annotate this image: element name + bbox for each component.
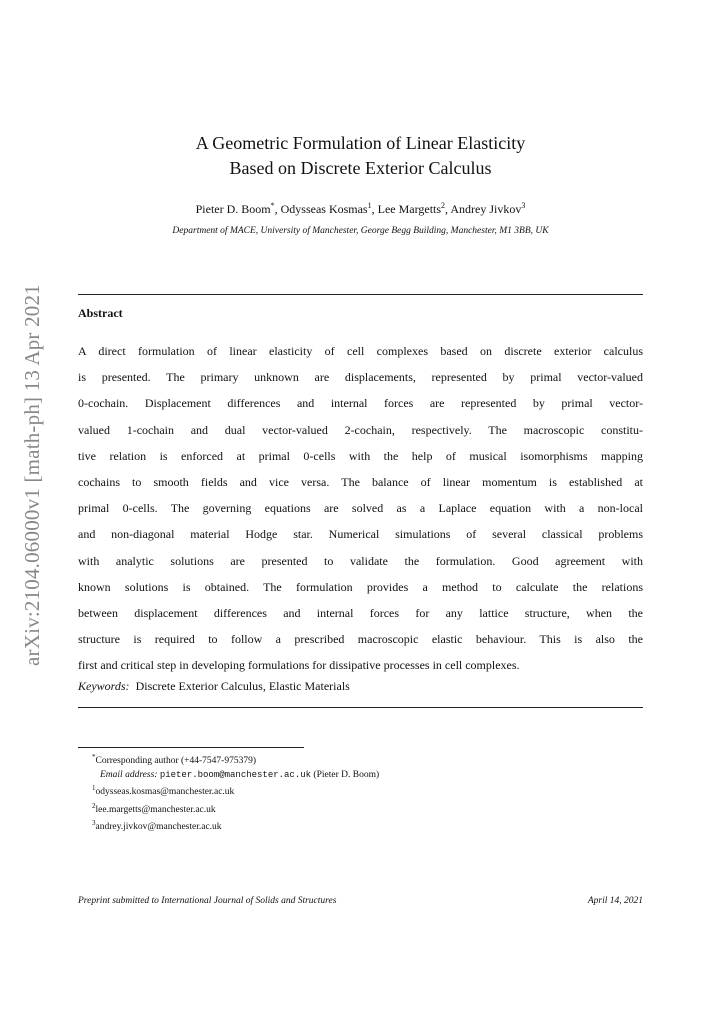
abstract-line: between displacement differences and internal forces for any lattice structure, when the bbox=[78, 605, 643, 620]
abstract-line: 0-cochain. Displacement differences and internal forces are represented by primal vector- bbox=[78, 396, 643, 411]
footnote-corresponding bbox=[92, 751, 379, 769]
keywords-label: Keywords: bbox=[78, 679, 130, 693]
title-line-2: Based on Discrete Exterior Calculus bbox=[229, 158, 492, 178]
abstract-line: first and critical step in developing formulations for dissipative processes in cell complexes. bbox=[78, 658, 520, 673]
abstract-heading: Abstract bbox=[78, 306, 123, 320]
abstract-bottom-rule bbox=[78, 707, 643, 708]
footnote-email-margetts[interactable]: lee.margetts@manchester.ac.uk bbox=[95, 804, 216, 815]
footnote-email bbox=[92, 769, 379, 783]
abstract-line: is presented. The primary unknown are displacements, represented by primal vector-valued bbox=[78, 370, 643, 385]
footnote-mark: 3 bbox=[92, 819, 96, 828]
abstract-top-rule bbox=[78, 294, 643, 295]
abstract-line: with analytic solutions are presented to validate the formulation. Good agreement with bbox=[78, 553, 643, 568]
affiliation: Department of MACE, University of Manchester, George Begg Building, Manchester, M1 3BB, UK bbox=[172, 226, 549, 236]
author-list bbox=[0, 201, 721, 217]
footnote-1 bbox=[92, 782, 379, 800]
abstract-body bbox=[78, 338, 643, 678]
footnote-2 bbox=[92, 800, 379, 818]
author-mark-corresponding: * bbox=[270, 201, 275, 210]
preprint-date: April 14, 2021 bbox=[587, 896, 643, 906]
author-separator: , bbox=[371, 202, 378, 216]
email-label: Email address: bbox=[100, 769, 158, 780]
arxiv-identifier-stamp: arXiv:2104.06000v1 [math-ph] 13 Apr 2021 bbox=[20, 284, 44, 666]
paper-title bbox=[0, 131, 721, 181]
author-mark-3: 3 bbox=[521, 201, 526, 210]
footnote-email-kosmas[interactable]: odysseas.kosmas@manchester.ac.uk bbox=[95, 787, 235, 798]
abstract-line: tive relation is enforced at primal 0-cells with the help of musical isomorphisms mapping bbox=[78, 448, 643, 463]
email-link[interactable]: pieter.boom@manchester.ac.uk bbox=[159, 769, 312, 780]
email-owner: (Pieter D. Boom) bbox=[313, 769, 380, 780]
footnote-3 bbox=[92, 817, 379, 835]
abstract-line: known solutions is obtained. The formulation provides a method to calculate the relations bbox=[78, 579, 643, 594]
footnote-email-jivkov[interactable]: andrey.jivkov@manchester.ac.uk bbox=[95, 822, 222, 833]
footnote-rule bbox=[78, 747, 304, 748]
author-boom: Pieter D. Boom bbox=[195, 202, 271, 216]
author-mark-1: 1 bbox=[367, 201, 372, 210]
author-mark-2: 2 bbox=[441, 201, 446, 210]
abstract-line: structure is required to follow a prescribed macroscopic elastic behaviour. This is also the bbox=[78, 632, 643, 647]
footnote-text: Corresponding author (+44-7547-975379) bbox=[95, 756, 256, 767]
keywords-text: Discrete Exterior Calculus, Elastic Materials bbox=[135, 679, 350, 693]
preprint-note: Preprint submitted to International Journal of Solids and Structures bbox=[78, 896, 337, 906]
author-kosmas: Odysseas Kosmas bbox=[280, 202, 368, 216]
footnotes bbox=[92, 751, 379, 835]
abstract-line: and non-diagonal material Hodge star. Numerical simulations of several classical problems bbox=[78, 527, 643, 542]
author-separator: , bbox=[445, 202, 451, 216]
title-line-1: A Geometric Formulation of Linear Elasticity bbox=[195, 133, 526, 153]
abstract-line: primal 0-cells. The governing equations are solved as a Laplace equation with a non-local bbox=[78, 501, 643, 516]
abstract-line: cochains to smooth fields and vice versa. The balance of linear momentum is established at bbox=[78, 474, 643, 489]
author-margetts: Lee Margetts bbox=[377, 202, 442, 216]
author-separator: , bbox=[274, 202, 281, 216]
footnote-mark: * bbox=[92, 753, 96, 761]
keywords bbox=[78, 679, 350, 694]
author-jivkov: Andrey Jivkov bbox=[450, 202, 522, 216]
footnote-mark: 1 bbox=[92, 784, 96, 793]
abstract-line: A direct formulation of linear elasticity of cell complexes based on discrete exterior calculus bbox=[78, 344, 643, 358]
footnote-mark: 2 bbox=[92, 801, 96, 810]
abstract-line: valued 1-cochain and dual vector-valued 2-cochain, respectively. The macroscopic constitu- bbox=[78, 422, 643, 437]
